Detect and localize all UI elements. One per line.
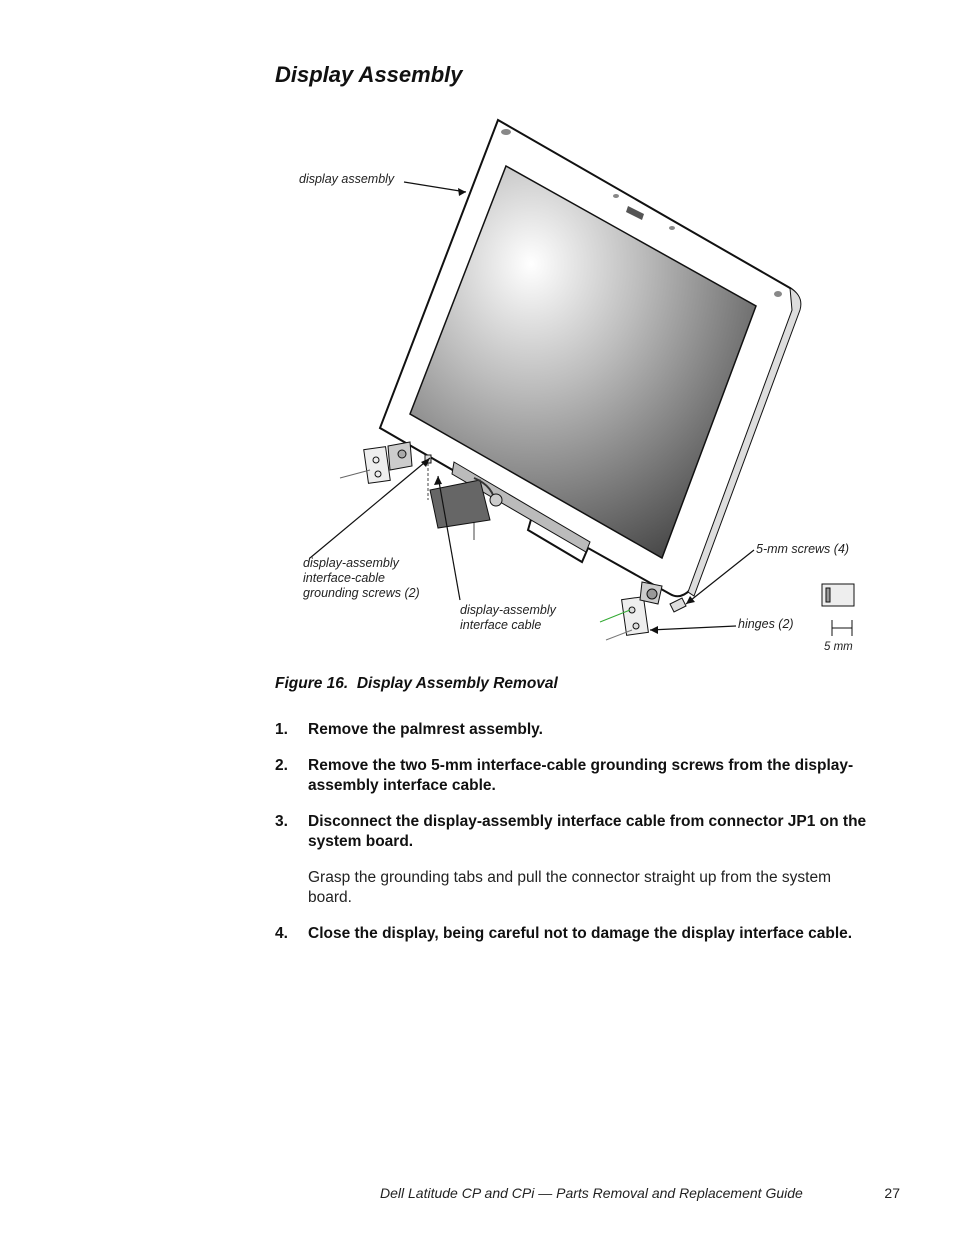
step-number: 3. — [275, 813, 288, 830]
step-text: Close the display, being careful not to damage the display interface cable. — [308, 925, 853, 942]
callout-grounding-screws: display-assembly interface-cable grounding screws (2) — [303, 556, 420, 600]
left-hinge — [340, 442, 412, 483]
page-number: 27 — [884, 1185, 900, 1201]
step-note: Grasp the grounding tabs and pull the connector straight up from the system board. — [308, 869, 831, 906]
footer-text: Dell Latitude CP and CPi — Parts Removal and Replacement Guide — [380, 1185, 803, 1201]
callout-scale: 5 mm — [824, 641, 853, 653]
callout-hinges: hinges (2) — [738, 617, 794, 631]
figure-caption: Figure 16. Display Assembly Removal — [275, 675, 558, 692]
step-4 — [275, 924, 875, 944]
figure-display-assembly — [270, 110, 870, 670]
step-number: 2. — [275, 757, 288, 774]
step-text: Remove the two 5-mm interface-cable grounding screws from the display-assembly interface cable. — [308, 757, 854, 794]
callout-5mm-screws: 5-mm screws (4) — [756, 542, 850, 556]
callout-display-assembly: display assembly — [299, 172, 395, 186]
leader-hinges — [650, 626, 736, 630]
step-number: 4. — [275, 925, 288, 942]
step-3 — [275, 812, 875, 908]
step-2 — [275, 756, 875, 796]
page-title: Display Assembly — [275, 62, 463, 87]
step-text: Disconnect the display-assembly interface cable from connector JP1 on the system board. — [308, 813, 867, 850]
leader-display-assembly — [404, 182, 466, 192]
page-footer — [380, 1185, 900, 1201]
step-1 — [275, 720, 875, 740]
callout-interface-cable: display-assembly interface cable — [460, 603, 556, 632]
step-text: Remove the palmrest assembly. — [308, 721, 543, 738]
step-number: 1. — [275, 721, 288, 738]
procedure-steps — [275, 720, 875, 960]
